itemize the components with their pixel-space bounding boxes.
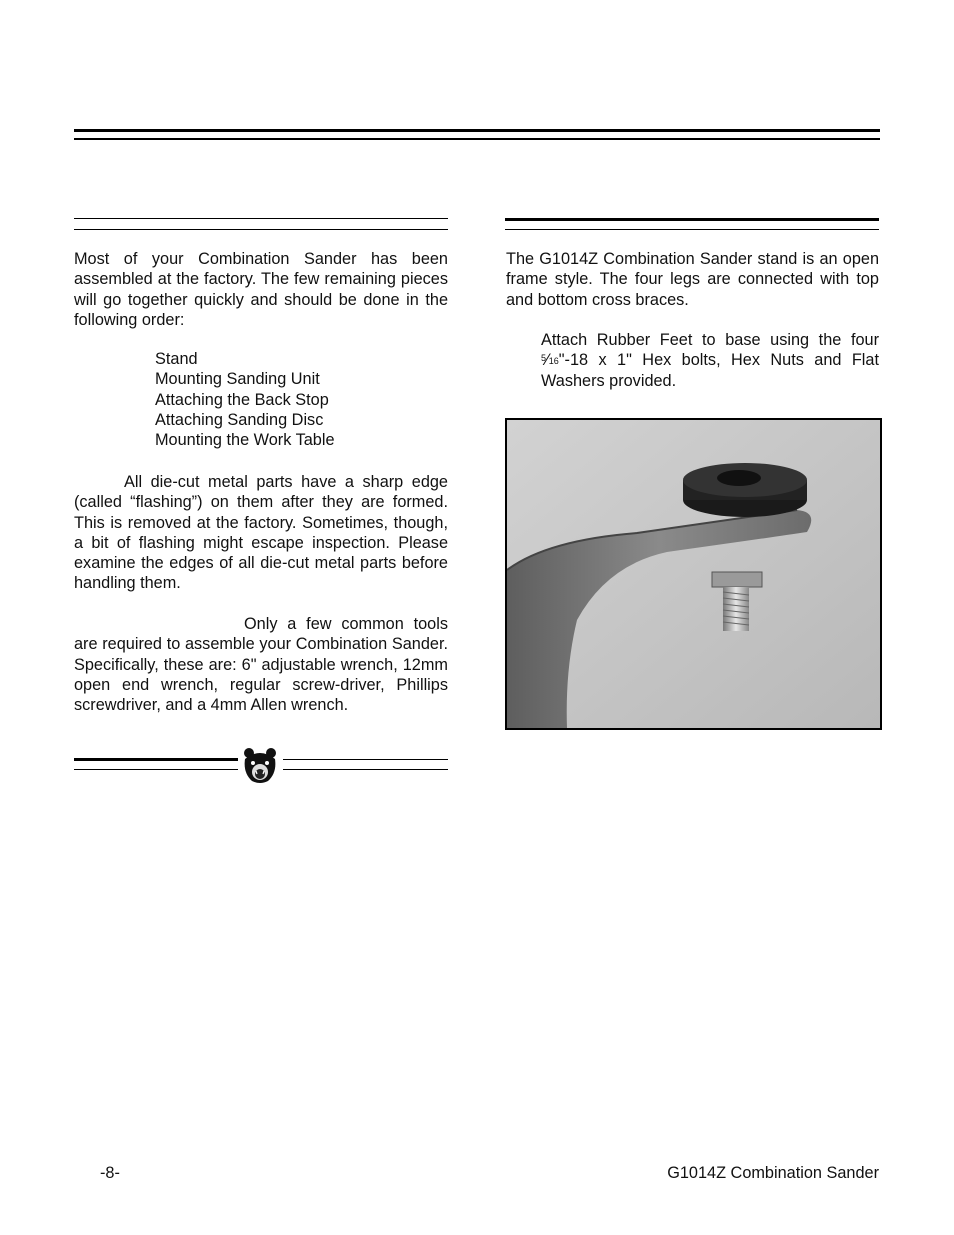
left-section-rule-bottom (74, 229, 448, 230)
header-rule-thick (74, 129, 880, 132)
divider-right-thin-top (283, 759, 448, 760)
fraction-denominator: 16 (548, 356, 559, 367)
page-number: -8- (100, 1164, 120, 1182)
bear-logo-icon (240, 745, 280, 785)
stand-step-paragraph (541, 330, 879, 391)
assembly-order-list (155, 349, 445, 450)
rubber-foot-photo (505, 418, 882, 730)
rubber-foot-illustration (507, 420, 880, 728)
list-item: Mounting the Work Table (155, 431, 335, 450)
list-item: Attaching the Back Stop (155, 390, 329, 409)
divider-left-thick (74, 758, 238, 761)
right-section-rule-bottom (505, 229, 879, 230)
fraction-numerator: 5 (541, 353, 547, 364)
list-item: Mounting Sanding Unit (155, 370, 320, 389)
flashing-paragraph: All die-cut metal parts have a sharp edge (called “flashing”) on them after they are formed. This is removed at the factory. Sometimes, though, a bit of flashing might escape inspection. Please examine the edges of all die-cut metal parts before handling them. (74, 473, 448, 593)
right-section-rule-top (505, 218, 879, 221)
list-item: Stand (155, 350, 198, 368)
tools-paragraph: Only a few common tools are required to assemble your Combination Sander. Specifically, these are: 6" adjustable wrench, 12mm open end wrench, regular screw-driver, Phillips screwdriver, and a 4mm Allen wrench. (74, 615, 448, 715)
divider-right-thin-bottom (283, 769, 448, 770)
list-item: Attaching Sanding Disc (155, 410, 324, 429)
fraction-text: $^5⁄_{16}$ (541, 351, 559, 370)
step-lead-text: Attach Rubber Feet to base using the four (541, 331, 879, 349)
left-section-rule-top (74, 218, 448, 219)
step-remainder-text: "-18 x 1" Hex bolts, Hex Nuts and Flat Washers provided. (541, 351, 879, 390)
footer-model-title: G1014Z Combination Sander (667, 1164, 879, 1182)
header-rule-thin (74, 138, 880, 140)
stand-paragraph: The G1014Z Combination Sander stand is an open frame style. The four legs are connected with top and bottom cross braces. (506, 250, 879, 309)
divider-left-thin (74, 769, 238, 770)
intro-paragraph: Most of your Combination Sander has been assembled at the factory. The few remaining pieces will go together quickly and should be done in the following order: (74, 250, 448, 329)
